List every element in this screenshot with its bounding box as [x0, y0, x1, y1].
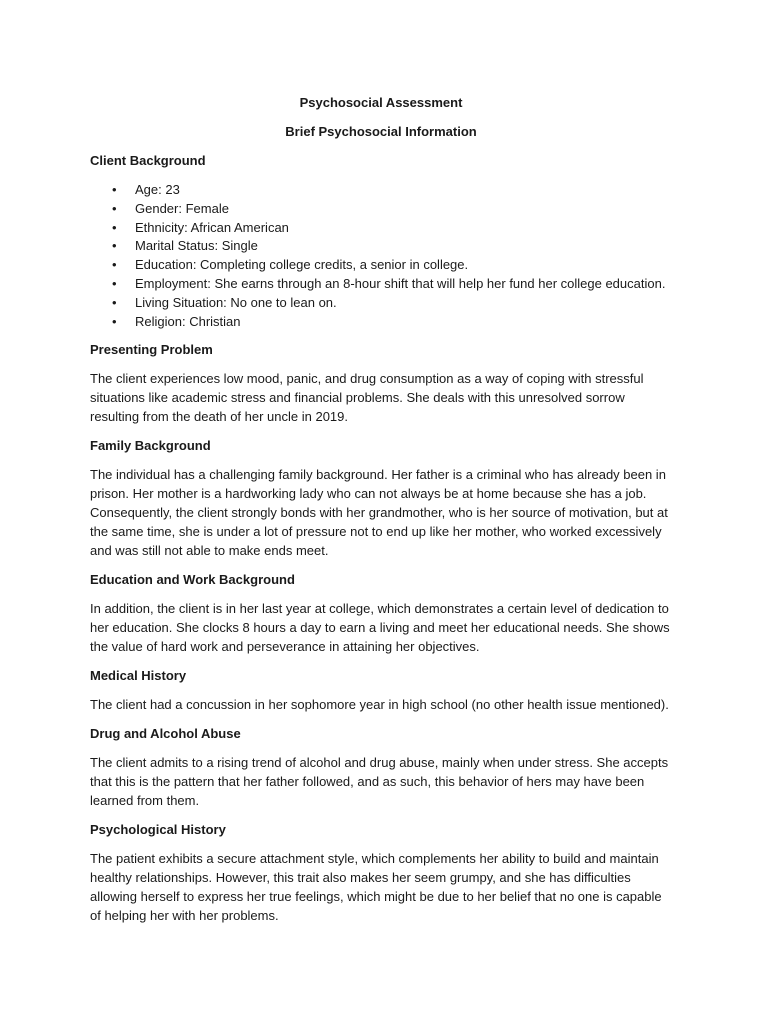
- document-subtitle: Brief Psychosocial Information: [285, 124, 477, 139]
- list-item-text: Gender: Female: [135, 200, 229, 216]
- list-item: [90, 312, 672, 331]
- psychological-history-text: The patient exhibits a secure attachment style, which complements her ability to build and maintain healthy relationships. However, this trait also makes her seem grumpy, and she has difficulties allowing herself to express her true feelings, which might be due to her belief that no one is capable of helping her with her problems.: [90, 851, 662, 924]
- heading-education-work: Education and Work Background: [90, 572, 295, 588]
- list-item-text: Religion: Christian: [135, 313, 241, 329]
- list-item: [90, 293, 672, 312]
- heading-medical-history: Medical History: [90, 668, 187, 684]
- bullet-icon: •: [112, 294, 117, 310]
- list-item-text: Ethnicity: African American: [135, 219, 289, 235]
- bullet-icon: •: [112, 219, 117, 235]
- education-work-text: In addition, the client is in her last year at college, which demonstrates a certain level of dedication to her education. She clocks 8 hours a day to earn a living and meet her educational needs. She shows the value of hard work and perseverance in attaining her objectives.: [90, 601, 670, 655]
- document-title: Psychosocial Assessment: [299, 95, 463, 110]
- bullet-icon: •: [112, 200, 117, 216]
- heading-psychological-history: Psychological History: [90, 822, 226, 838]
- list-item: [90, 180, 672, 199]
- list-item-text: Marital Status: Single: [135, 238, 258, 254]
- client-background-list: [90, 180, 672, 330]
- medical-history-text: The client had a concussion in her sophomore year in high school (no other health issue mentioned).: [90, 697, 669, 713]
- family-background-text: The individual has a challenging family background. Her father is a criminal who has already been in prison. Her mother is a hardworking lady who can not always be at home because she has a job. Consequently, the client strongly bonds with her grandmother, who is her source of motivation, but at the same time, she is under a lot of pressure not to end up like her mother, who worked excessively and was still not able to make ends meet.: [90, 467, 668, 559]
- presenting-problem-text: The client experiences low mood, panic, and drug consumption as a way of coping with stressful situations like academic stress and financial problems. She deals with this unresolved sorrow resulting from the death of her uncle in 2019.: [90, 371, 644, 425]
- heading-family-background: Family Background: [90, 438, 211, 454]
- bullet-icon: •: [112, 313, 117, 329]
- heading-drug-alcohol: Drug and Alcohol Abuse: [90, 726, 241, 742]
- drug-alcohol-text: The client admits to a rising trend of alcohol and drug abuse, mainly when under stress. She accepts that this is the pattern that her father followed, and as such, this behavior of hers may have been learned from them.: [90, 755, 669, 809]
- list-item-text: Education: Completing college credits, a senior in college.: [135, 257, 469, 273]
- bullet-icon: •: [112, 257, 117, 273]
- list-item: [90, 255, 672, 274]
- list-item-text: Age: 23: [135, 182, 180, 197]
- list-item-text: Employment: She earns through an 8-hour shift that will help her fund her college education.: [135, 275, 666, 291]
- list-item: [90, 218, 672, 237]
- bullet-icon: •: [112, 238, 117, 254]
- list-item-text: Living Situation: No one to lean on.: [135, 294, 337, 310]
- bullet-icon: •: [112, 275, 117, 291]
- heading-client-background: Client Background: [90, 153, 206, 168]
- list-item: [90, 236, 672, 255]
- bullet-icon: •: [112, 182, 117, 197]
- list-item: [90, 199, 672, 218]
- list-item: [90, 274, 672, 293]
- heading-presenting-problem: Presenting Problem: [90, 342, 213, 358]
